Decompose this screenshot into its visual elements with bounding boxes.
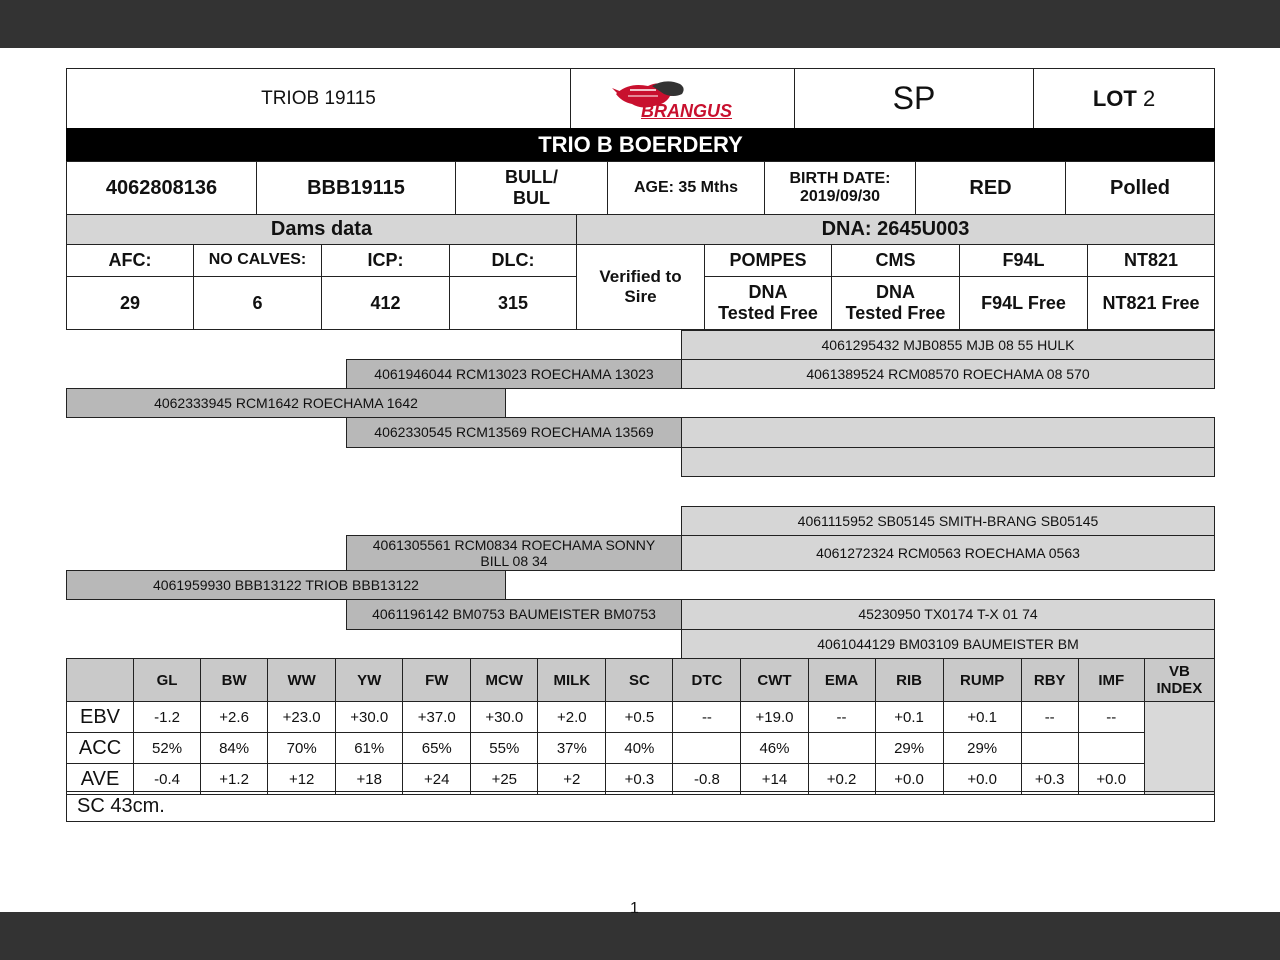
ebv-row-label: AVE bbox=[67, 764, 134, 795]
ebv-cell: +0.2 bbox=[808, 764, 875, 795]
cms-line-2: Tested Free bbox=[845, 303, 946, 323]
ebv-cell: +0.3 bbox=[1021, 764, 1078, 795]
ebv-cell: +24 bbox=[403, 764, 471, 795]
ebv-cell: +23.0 bbox=[268, 702, 336, 733]
ebv-col-imf: IMF bbox=[1078, 659, 1144, 702]
ebv-cell: -- bbox=[673, 702, 741, 733]
ebv-cell: -- bbox=[1021, 702, 1078, 733]
icp-value: 412 bbox=[321, 276, 450, 330]
pedigree-dam: 4061959930 BBB13122 TRIOB BBB13122 bbox=[66, 570, 506, 600]
lot-number: 2 bbox=[1142, 85, 1156, 111]
pompes-label: POMPES bbox=[704, 244, 832, 277]
f94l-label: F94L bbox=[959, 244, 1088, 277]
birth-date-value: 2019/09/30 bbox=[799, 188, 881, 205]
pedigree-sire-dam-dam bbox=[681, 447, 1215, 477]
breeder-title: TRIO B BOERDERY bbox=[66, 128, 1215, 162]
ebv-row-label: EBV bbox=[67, 702, 134, 733]
ebv-cell: +0.5 bbox=[606, 702, 673, 733]
ebv-col-ww: WW bbox=[268, 659, 336, 702]
ebv-col-milk: MILK bbox=[538, 659, 606, 702]
pompes-result bbox=[704, 276, 832, 330]
pedigree-dam-dam-sire: 45230950 TX0174 T-X 01 74 bbox=[681, 599, 1215, 630]
ebv-note: SC 43cm. bbox=[66, 791, 1215, 822]
ebv-row-ave bbox=[67, 764, 1215, 795]
afc-label: AFC: bbox=[66, 244, 194, 277]
ebv-cell: 37% bbox=[538, 733, 606, 764]
pedigree-dam-dam-dam: 4061044129 BM03109 BAUMEISTER BM bbox=[681, 629, 1215, 659]
ebv-cell: 29% bbox=[943, 733, 1021, 764]
f94l-result: F94L Free bbox=[959, 276, 1088, 330]
ebv-cell: +19.0 bbox=[741, 702, 808, 733]
ebv-col-yw: YW bbox=[336, 659, 403, 702]
ebv-col-rump: RUMP bbox=[943, 659, 1021, 702]
ebv-cell: +2.0 bbox=[538, 702, 606, 733]
pompes-line-1: DNA bbox=[748, 282, 788, 303]
pedigree-dam-sire-sire: 4061115952 SB05145 SMITH-BRANG SB05145 bbox=[681, 506, 1215, 536]
ebv-table bbox=[66, 658, 1215, 795]
ebv-col-rby: RBY bbox=[1021, 659, 1078, 702]
pedigree-dam-sire-dam: 4061272324 RCM0563 ROECHAMA 0563 bbox=[681, 535, 1215, 571]
pedigree-dam-dam: 4061196142 BM0753 BAUMEISTER BM0753 bbox=[346, 599, 682, 630]
verified-to-sire bbox=[576, 244, 705, 330]
ebv-cell: +0.1 bbox=[943, 702, 1021, 733]
birth-date-label: BIRTH DATE: bbox=[789, 169, 891, 187]
dlc-label: DLC: bbox=[449, 244, 577, 277]
ebv-cell: +0.1 bbox=[875, 702, 943, 733]
lot-label: LOT bbox=[1092, 85, 1137, 111]
ebv-col-fw: FW bbox=[403, 659, 471, 702]
animal-polled: Polled bbox=[1065, 161, 1215, 215]
animal-code: BBB19115 bbox=[256, 161, 456, 215]
vb-line-2: INDEX bbox=[1156, 680, 1203, 697]
animal-age: AGE: 35 Mths bbox=[607, 161, 765, 215]
animal-sex bbox=[455, 161, 608, 215]
vb-index-cell bbox=[1144, 702, 1214, 795]
ebv-cell: 65% bbox=[403, 733, 471, 764]
ebv-col-bw: BW bbox=[201, 659, 268, 702]
ebv-cell bbox=[808, 733, 875, 764]
vb-line-1: VB bbox=[1168, 663, 1190, 680]
animal-color: RED bbox=[915, 161, 1066, 215]
ebv-row-label: ACC bbox=[67, 733, 134, 764]
ebv-cell: +2.6 bbox=[201, 702, 268, 733]
icp-label: ICP: bbox=[321, 244, 450, 277]
ebv-cell: +14 bbox=[741, 764, 808, 795]
dna-heading: DNA: 2645U003 bbox=[576, 214, 1215, 245]
ebv-cell: -- bbox=[808, 702, 875, 733]
ebv-cell: 46% bbox=[741, 733, 808, 764]
cms-line-1: DNA bbox=[876, 282, 915, 303]
sex-line-2: BUL bbox=[513, 188, 550, 208]
pedigree-dam-sire: 4061305561 RCM0834 ROECHAMA SONNY BILL 08 34 bbox=[346, 535, 682, 571]
no-calves-value: 6 bbox=[193, 276, 322, 330]
bottom-dark-band bbox=[0, 912, 1280, 960]
no-calves-label: NO CALVES: bbox=[193, 244, 322, 277]
ebv-cell: -- bbox=[1078, 702, 1144, 733]
ebv-cell bbox=[1021, 733, 1078, 764]
ebv-col-rib: RIB bbox=[875, 659, 943, 702]
ebv-cell: +0.0 bbox=[943, 764, 1021, 795]
pedigree-sire-sire-dam: 4061389524 RCM08570 ROECHAMA 08 570 bbox=[681, 359, 1215, 389]
ebv-cell: +0.0 bbox=[1078, 764, 1144, 795]
pompes-line-2: Tested Free bbox=[718, 303, 818, 323]
ebv-cell: 61% bbox=[336, 733, 403, 764]
ebv-cell: +18 bbox=[336, 764, 403, 795]
ebv-row-ebv bbox=[67, 702, 1215, 733]
page-number: 1 bbox=[630, 900, 639, 917]
ebv-cell: +0.3 bbox=[606, 764, 673, 795]
ebv-col-vb-index bbox=[1144, 659, 1214, 702]
ebv-cell: +30.0 bbox=[471, 702, 538, 733]
dlc-value: 315 bbox=[449, 276, 577, 330]
header-lot bbox=[1033, 68, 1215, 129]
header-class-code: SP bbox=[794, 68, 1034, 129]
ebv-cell bbox=[1078, 733, 1144, 764]
ebv-cell: -0.4 bbox=[134, 764, 201, 795]
pedigree-sire-sire-sire: 4061295432 MJB0855 MJB 08 55 HULK bbox=[681, 330, 1215, 360]
ebv-cell: 52% bbox=[134, 733, 201, 764]
birth-date bbox=[764, 161, 916, 215]
ebv-corner-cell bbox=[67, 659, 134, 702]
ebv-cell: +37.0 bbox=[403, 702, 471, 733]
verified-line-2: Sire bbox=[624, 287, 657, 306]
pedigree-sire-sire: 4061946044 RCM13023 ROECHAMA 13023 bbox=[346, 359, 682, 389]
sex-line-1: BULL/ bbox=[505, 167, 558, 188]
ebv-cell: +2 bbox=[538, 764, 606, 795]
ebv-col-ema: EMA bbox=[808, 659, 875, 702]
cms-result bbox=[831, 276, 960, 330]
nt821-label: NT821 bbox=[1087, 244, 1215, 277]
ebv-cell: -1.2 bbox=[134, 702, 201, 733]
pedigree-sire: 4062333945 RCM1642 ROECHAMA 1642 bbox=[66, 388, 506, 418]
verified-line-1: Verified to bbox=[599, 267, 682, 287]
ebv-cell: +1.2 bbox=[201, 764, 268, 795]
logo-wordmark: BRANGUS bbox=[641, 101, 733, 121]
ebv-cell bbox=[673, 733, 741, 764]
top-dark-band bbox=[0, 0, 1280, 48]
ebv-col-dtc: DTC bbox=[673, 659, 741, 702]
ebv-cell: 84% bbox=[201, 733, 268, 764]
cms-label: CMS bbox=[831, 244, 960, 277]
ebv-header-row bbox=[67, 659, 1215, 702]
pedigree-sire-dam-sire bbox=[681, 417, 1215, 448]
dams-data-heading: Dams data bbox=[66, 214, 577, 245]
ebv-row-acc bbox=[67, 733, 1215, 764]
ebv-cell: 29% bbox=[875, 733, 943, 764]
ebv-cell: 40% bbox=[606, 733, 673, 764]
ebv-cell: 55% bbox=[471, 733, 538, 764]
brangus-logo bbox=[570, 68, 795, 129]
pedigree-sire-dam: 4062330545 RCM13569 ROECHAMA 13569 bbox=[346, 417, 682, 448]
ebv-cell: +0.0 bbox=[875, 764, 943, 795]
ebv-col-mcw: MCW bbox=[471, 659, 538, 702]
nt821-result: NT821 Free bbox=[1087, 276, 1215, 330]
ebv-col-sc: SC bbox=[606, 659, 673, 702]
ebv-col-cwt: CWT bbox=[741, 659, 808, 702]
ebv-cell: +12 bbox=[268, 764, 336, 795]
ebv-cell: 70% bbox=[268, 733, 336, 764]
animal-id: 4062808136 bbox=[66, 161, 257, 215]
ebv-cell: -0.8 bbox=[673, 764, 741, 795]
header-animal-name: TRIOB 19115 bbox=[66, 68, 571, 129]
ebv-cell: +30.0 bbox=[336, 702, 403, 733]
afc-value: 29 bbox=[66, 276, 194, 330]
ebv-col-gl: GL bbox=[134, 659, 201, 702]
ebv-cell: +25 bbox=[471, 764, 538, 795]
